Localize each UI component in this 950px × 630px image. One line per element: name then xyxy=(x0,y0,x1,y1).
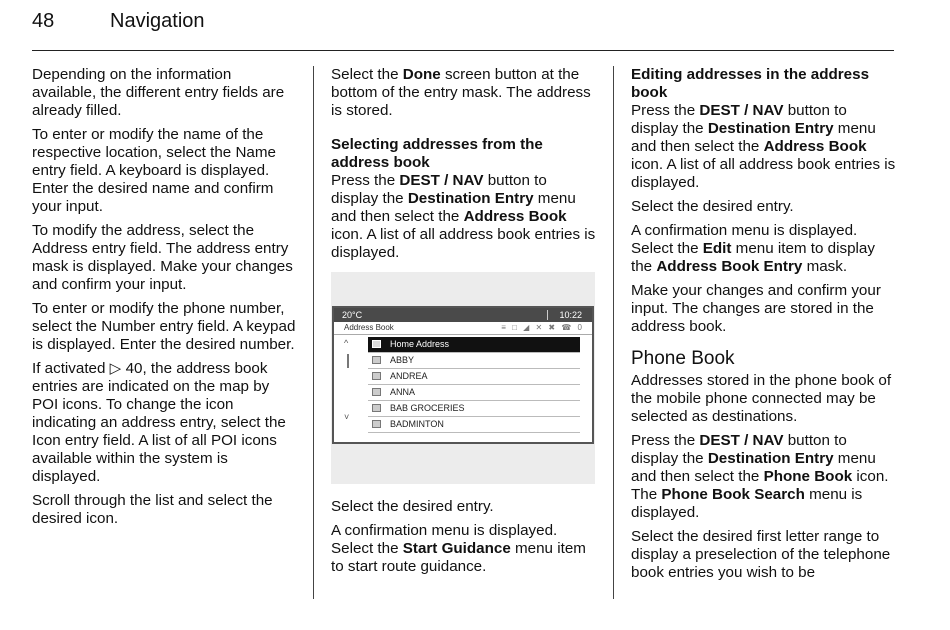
paragraph: A confirmation menu is displayed. Select the Start Guidance menu item to start route guidance. xyxy=(331,522,586,575)
paragraph: To modify the address, select the Address entry field. The address entry mask is displayed. Make your changes and confirm your input. xyxy=(32,222,293,293)
status-bar xyxy=(334,308,592,322)
paragraph: Press the DEST / NAV button to display the Destination Entry menu and then select the Phone Book icon. The Phone Book Search menu is displayed. xyxy=(631,432,889,521)
page-number: 48 xyxy=(32,10,55,32)
column-1 xyxy=(32,66,298,534)
screen-title-bar xyxy=(334,322,592,335)
paragraph: Scroll through the list and select the desired icon. xyxy=(32,492,273,527)
column-divider-1 xyxy=(313,66,314,599)
list-item[interactable]: Home Address xyxy=(368,337,580,353)
list-item[interactable]: BAB GROCERIES xyxy=(368,401,580,417)
scroll-up-icon[interactable]: ^ xyxy=(344,338,349,348)
home-icon xyxy=(372,340,381,348)
scroll-down-icon[interactable]: ˅ xyxy=(344,412,350,422)
temperature-readout: 20°C xyxy=(342,310,363,320)
paragraph: Select the desired entry. xyxy=(631,198,794,215)
paragraph: Make your changes and confirm your input. The changes are stored in the address book. xyxy=(631,282,881,335)
list-item[interactable]: ABBY xyxy=(368,353,580,369)
list-item[interactable]: ANNA xyxy=(368,385,580,401)
paragraph: Depending on the information available, the different entry fields are already filled. xyxy=(32,66,285,119)
column-divider-2 xyxy=(613,66,614,599)
shop-icon xyxy=(372,404,381,412)
section-subhead: Selecting addresses from the address book xyxy=(331,136,543,171)
contact-icon xyxy=(372,372,381,380)
contact-icon xyxy=(372,420,381,428)
list-item[interactable]: BADMINTON xyxy=(368,417,580,433)
status-icons: ≡ □ ◢ ✕ ✖ ☎ 0 xyxy=(501,323,584,332)
column-2 xyxy=(331,66,597,582)
page-header xyxy=(32,8,894,50)
paragraph: Press the DEST / NAV button to display the Destination Entry menu and then select the Address Book icon. A list of all address book entries is displayed. xyxy=(631,102,896,191)
address-list xyxy=(368,337,580,433)
contact-icon xyxy=(372,388,381,396)
chapter-title: Navigation xyxy=(110,10,205,32)
screenshot-figure xyxy=(331,272,595,484)
contact-icon xyxy=(372,356,381,364)
paragraph: Addresses stored in the phone book of the mobile phone connected may be selected as destinations. xyxy=(631,372,892,425)
header-divider xyxy=(32,50,894,51)
paragraph: Press the DEST / NAV button to display the Destination Entry menu and then select the Address Book icon. A list of all address book entries is displayed. xyxy=(331,172,596,261)
address-book-screen xyxy=(332,306,594,444)
column-3 xyxy=(631,66,897,588)
paragraph: To enter or modify the name of the respective location, select the Name entry field. A keyboard is displayed. Enter the desired name and confirm your input. xyxy=(32,126,276,215)
paragraph: A confirmation menu is displayed. Select the Edit menu item to display the Address Book Entry mask. xyxy=(631,222,875,275)
paragraph: To enter or modify the phone number, select the Number entry field. A keypad is displayed. Enter the desired number. xyxy=(32,300,296,353)
paragraph: Select the Done screen button at the bottom of the entry mask. The address is stored. xyxy=(331,66,591,119)
page-reference-link[interactable]: ▷ 40 xyxy=(109,360,143,377)
section-subhead: Editing addresses in the address book xyxy=(631,66,870,101)
paragraph: If activated ▷ 40, the address book entries are indicated on the map by POI icons. To change the icon indicating an address entry, select the Icon entry field. A list of all POI icons available within the system is displayed. xyxy=(32,360,286,485)
clock: 10:22 xyxy=(559,310,582,320)
paragraph: Select the desired first letter range to display a preselection of the telephone book entries you wish to be xyxy=(631,528,891,581)
screen-title: Address Book xyxy=(344,323,394,332)
list-item[interactable]: ANDREA xyxy=(368,369,580,385)
scrollbar-thumb[interactable] xyxy=(347,354,349,368)
paragraph: Select the desired entry. xyxy=(331,498,494,515)
section-title: Phone Book xyxy=(631,348,735,369)
